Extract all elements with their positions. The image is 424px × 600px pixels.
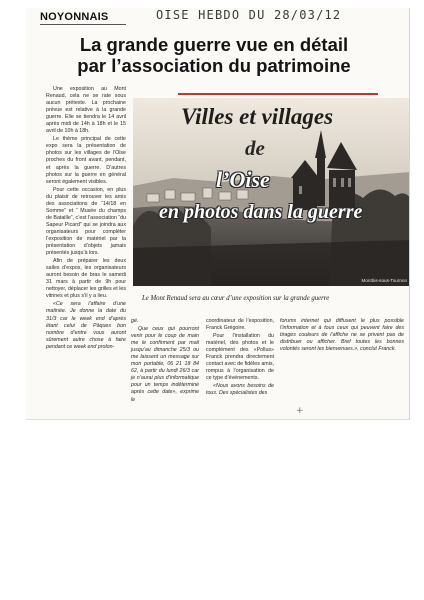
paragraph: Afin de préparer les deux salles d’expos, les organisateurs auront besoin de bras le samedi 31 mars à partir de 9h pour nettoyer, déplacer les grilles et les vitrines et plus s’il y a lieu. [46,258,126,300]
red-rule [178,93,378,95]
plus-mark-icon: + [296,406,304,416]
paragraph: «Ce sera l’affaire d’une matinée. Je donne la date du 31/3 car le week end d’après étant celui de Pâques bon nombre d’entre vous auront sûrement autre chose à faire pendant ce week end prolon- [46,301,126,350]
paragraph: coordinateur de l’exposition, Franck Grégoire. [206,318,274,332]
article-column-2 [131,318,199,405]
article-column-4 [280,318,404,354]
section-rule [40,24,126,25]
paragraph: Que ceux qui pourront venir pour le coup de main me le confirment par mail jusqu’au dimanche 25/3 ou me laissent un message sur mon portable, 06 21 18 84 62, à partir du lundi 26/3 car je n’aurai plus d’informatique pour un temps indéterminé après cette date», exprime le [131,326,199,403]
overlay-title-line-2: de [245,136,265,160]
paragraph: forums internet qui diffusent le plus possible l’information et à tous ceux qui peuvent faire des tirages couleurs de l’affiche ne se privent pas de distribuer ou afficher. Bref toutes les bonnes volontés seront les bienvenues.», conclut Franck. [280,318,404,353]
overlay-title-line-3: l’Oise [216,167,270,192]
paragraph: Le thème principal de cette expo sera la présentation de photos sur les villages de l’Oise proches du front avant, pendant, et après la guerre. D’autres photos sur la guerre en général seront également visibles. [46,136,126,185]
paragraph: «Nous avons besoins de tous. Des spécialistes des [206,383,274,397]
photo-credit: Montbis-sous-Tournon [361,278,407,283]
overlay-title-line-1: Villes et villages [181,104,334,129]
article-photo [133,98,410,286]
paragraph: Une exposition au Mont Renaud, cela ne se rate sous aucun prétexte. La prochaine prévue est relative à la grande guerre. Elle se tiendra le 14 avril après midi de 14h à 18h et le 15 avril de 10h à 18h. [46,86,126,135]
article-column-1 [46,86,126,352]
article-column-3 [206,318,274,399]
headline-line-1: La grande guerre vue en détail [79,34,349,55]
handwritten-note: OISE HEBDO DU 28/03/12 [156,8,342,22]
photo-caption: Le Mont Renaud sera au cœur d’une exposition sur la grande guerre [142,295,330,302]
section-label: NOYONNAIS [40,11,109,23]
paragraph: gé. [131,318,139,324]
paragraph: Pour l’installation du matériel, des photos et le complément des «Pollus» Franck prendra directement contact avec de fidèles amis, rompus à l’organisation de ce type d’événements. [206,333,275,382]
overlay-title-line-4: en photos dans la guerre [159,201,363,223]
headline-line-2: par l’association du patrimoine [77,55,351,76]
paragraph: Pour cette occasion, en plus du plaisir de retrouver les amis des associations de “14/18 en Somme” et “ Musée du champs de Bataille”, c’est l’association “du Sapeur Picard” qui se joindra aux organisateurs pour compléter l’exposition de matériel par la présentation d’objets jamais présentés jusqu’à lors. [46,186,126,257]
article-headline [44,34,384,76]
